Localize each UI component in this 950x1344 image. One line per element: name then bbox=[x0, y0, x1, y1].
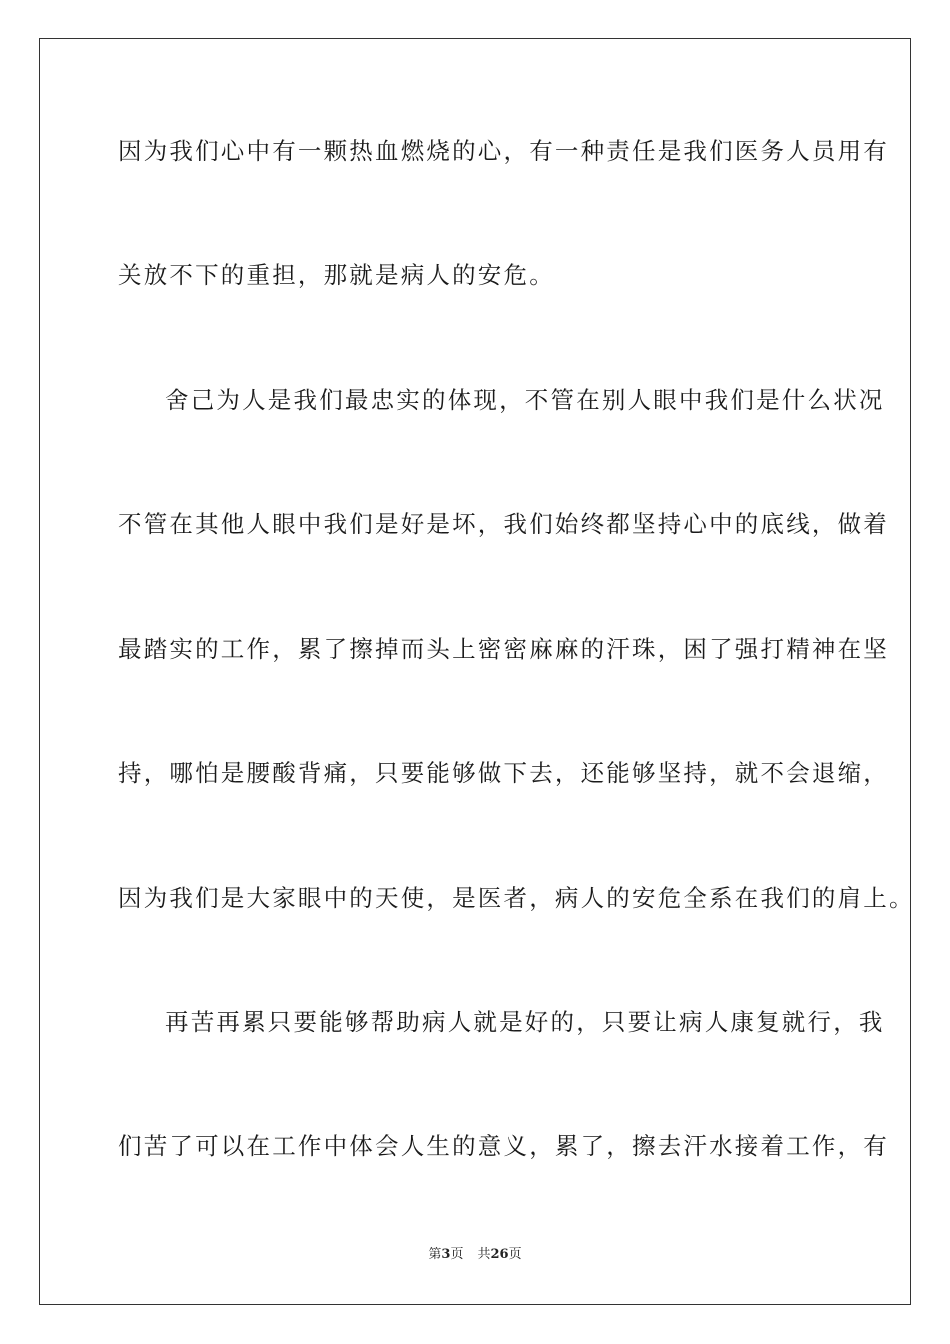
text-line-1: 因为我们心中有一颗热血燃烧的心，有一种责任是我们医务人员用有 bbox=[118, 137, 889, 165]
text-line-2: 关放不下的重担，那就是病人的安危。 bbox=[118, 261, 555, 289]
text-line-3: 舍己为人是我们最忠实的体现，不管在别人眼中我们是什么状况 bbox=[165, 386, 885, 414]
page-prefix: 第 bbox=[428, 1247, 442, 1262]
text-line-9: 们苦了可以在工作中体会人生的意义，累了，擦去汗水接着工作，有 bbox=[118, 1132, 889, 1160]
text-line-8: 再苦再累只要能够帮助病人就是好的，只要让病人康复就行，我 bbox=[165, 1008, 885, 1036]
page-suffix: 页 bbox=[450, 1247, 464, 1262]
total-pages: 26 bbox=[490, 1247, 509, 1262]
text-line-7: 因为我们是大家眼中的天使，是医者，病人的安危全系在我们的肩上。 bbox=[118, 884, 915, 912]
text-line-6: 持，哪怕是腰酸背痛，只要能够做下去，还能够坚持，就不会退缩， bbox=[118, 759, 889, 787]
text-line-4: 不管在其他人眼中我们是好是坏，我们始终都坚持心中的底线，做着 bbox=[118, 510, 889, 538]
text-line-5: 最踏实的工作，累了擦掉而头上密密麻麻的汗珠，困了强打精神在坚 bbox=[118, 635, 889, 663]
page-border bbox=[39, 38, 915, 1305]
page-footer bbox=[0, 1246, 950, 1264]
total-suffix: 页 bbox=[508, 1247, 522, 1262]
page-number: 3 bbox=[441, 1247, 451, 1262]
total-prefix: 共 bbox=[477, 1247, 491, 1262]
